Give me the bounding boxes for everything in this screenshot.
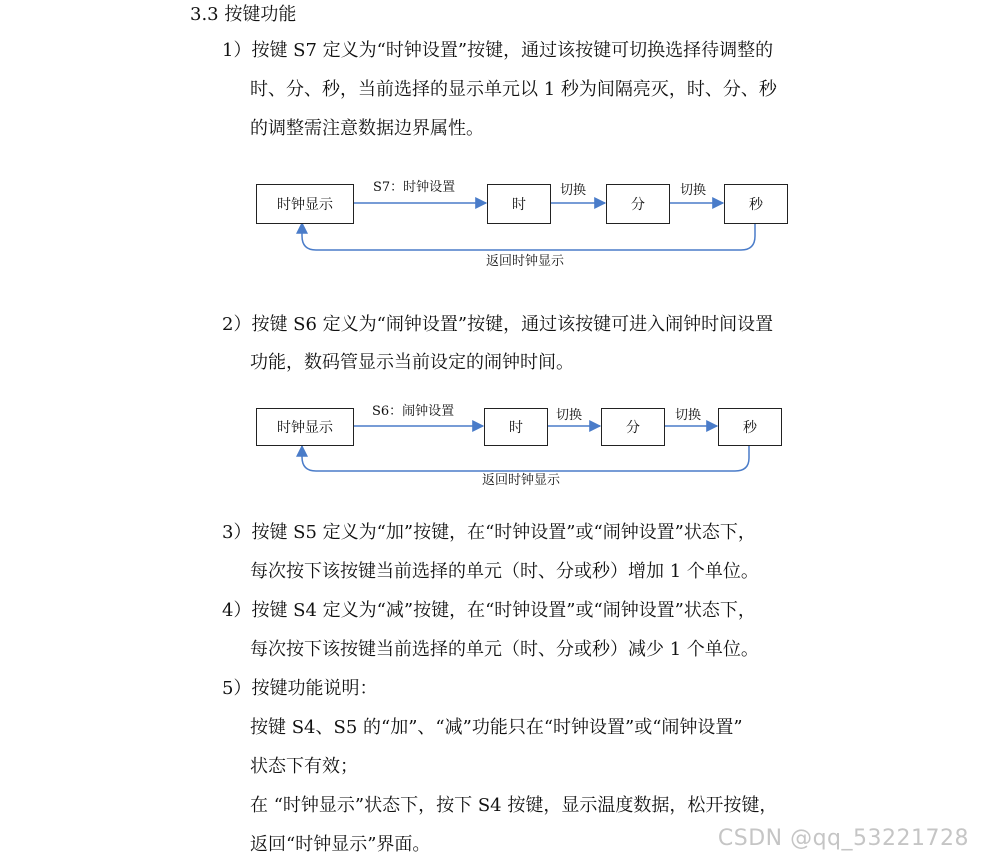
label-switch-2a: 切换 — [556, 408, 583, 423]
item2-line1: 2）按键 S6 定义为“闹钟设置”按键，通过该按键可进入闹钟时间设置 — [222, 314, 774, 335]
item4-line1: 4）按键 S4 定义为“减”按键，在“时钟设置”或“闹钟设置”状态下， — [222, 600, 756, 621]
item2-line2: 功能，数码管显示当前设定的闹钟时间。 — [250, 352, 574, 373]
box-clock-display-2: 时钟显示 — [256, 408, 354, 446]
box-hour-2: 时 — [484, 408, 548, 446]
label-return-2: 返回时钟显示 — [482, 473, 561, 488]
box-minute-2: 分 — [601, 408, 665, 446]
item5-title: 5）按键功能说明： — [222, 678, 378, 699]
item1-line3: 的调整需注意数据边界属性。 — [250, 118, 484, 139]
box-clock-display-1: 时钟显示 — [256, 184, 354, 224]
item1-line1: 1）按键 S7 定义为“时钟设置”按键，通过该按键可切换选择待调整的 — [222, 40, 774, 61]
section-heading: 3.3 按键功能 — [190, 4, 297, 25]
arrow-return-1 — [302, 222, 755, 250]
label-switch-1a: 切换 — [560, 183, 587, 198]
label-trigger-1: S7：时钟设置 — [373, 180, 456, 195]
item3-line2: 每次按下该按键当前选择的单元（时、分或秒）增加 1 个单位。 — [250, 561, 759, 582]
item5-line3: 在 “时钟显示”状态下，按下 S4 按键，显示温度数据，松开按键， — [250, 795, 778, 816]
label-trigger-2: S6：闹钟设置 — [372, 404, 455, 419]
item4-line2: 每次按下该按键当前选择的单元（时、分或秒）减少 1 个单位。 — [250, 639, 759, 660]
item3-line1: 3）按键 S5 定义为“加”按键，在“时钟设置”或“闹钟设置”状态下， — [222, 522, 756, 543]
label-return-1: 返回时钟显示 — [486, 254, 565, 269]
label-switch-2b: 切换 — [675, 408, 702, 423]
item5-line2: 状态下有效； — [250, 756, 358, 777]
arrow-return-2 — [302, 444, 749, 471]
box-minute-1: 分 — [606, 184, 670, 224]
label-switch-1b: 切换 — [680, 183, 707, 198]
item5-line4: 返回“时钟显示”界面。 — [250, 834, 431, 855]
box-second-1: 秒 — [724, 184, 788, 224]
item1-line2: 时、分、秒，当前选择的显示单元以 1 秒为间隔亮灭，时、分、秒 — [250, 79, 777, 100]
box-hour-1: 时 — [487, 184, 551, 224]
watermark: CSDN @qq_53221728 — [717, 826, 969, 851]
box-second-2: 秒 — [718, 408, 782, 446]
item5-line1: 按键 S4、S5 的“加”、“减”功能只在“时钟设置”或“闹钟设置” — [250, 717, 743, 738]
